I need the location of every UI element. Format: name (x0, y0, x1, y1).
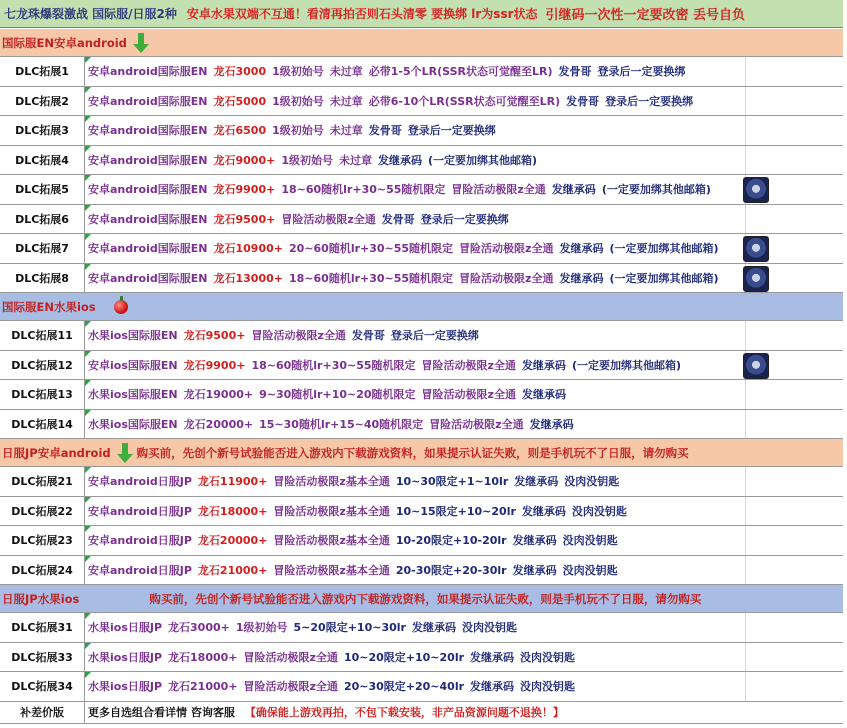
row-label: DLC拓展21 (0, 467, 85, 496)
row-text-segment: 冒险活动极限z全通 (421, 358, 516, 372)
row-text-segment: 龙石9000+ (213, 153, 276, 167)
section-header (0, 29, 843, 57)
row-text-segment: 冒险活动极限z基本全通 (273, 504, 390, 518)
row-text-segment: (一定要加绑其他邮箱) (609, 271, 719, 285)
grid-line (745, 116, 746, 145)
row-text-segment: 水果ios日服JP (88, 650, 163, 664)
row-text-segment: 没肉没钥匙 (571, 504, 627, 518)
row-text-segment: 18~60随机lr+30~55随机限定 (288, 271, 454, 285)
table-row[interactable] (0, 556, 843, 586)
row-description (85, 205, 843, 234)
row-text-segment: 龙石9900+ (213, 183, 276, 197)
cell-comment-marker (85, 57, 91, 63)
cell-comment-marker (85, 234, 91, 240)
table-row[interactable] (0, 57, 843, 87)
row-text-segment: 必带6-10个LR(SSR状态可觉醒至LR) (368, 94, 561, 108)
table-row[interactable] (0, 380, 843, 410)
footer-description (85, 702, 843, 723)
row-text-segment: 安卓ios国际服EN (88, 358, 178, 372)
row-description (85, 613, 843, 642)
row-text-segment: 冒险活动极限z基本全通 (273, 563, 390, 577)
row-text-segment: 发继承码 (512, 563, 557, 577)
row-text-segment: 冒险活动极限z全通 (281, 212, 376, 226)
row-text-segment: 9~30随机lr+10~20随机限定 (259, 388, 416, 402)
row-description (85, 672, 843, 701)
row-label: DLC拓展14 (0, 410, 85, 439)
row-text-segment: 龙石6500 (213, 124, 267, 138)
row-text-segment: 发继承码 (521, 388, 566, 402)
row-text-segment: 安卓android日服JP (88, 534, 192, 548)
section-title: 国际服EN水果ios (2, 299, 96, 314)
row-text-segment: 冒险活动极限z全通 (251, 329, 346, 343)
row-label: DLC拓展7 (0, 234, 85, 263)
row-text-segment: 发继承码 (521, 358, 566, 372)
row-text-segment: 15~30随机lr+15~40随机限定 (259, 417, 424, 431)
row-text-segment: 水果ios国际服EN (88, 329, 178, 343)
cell-comment-marker (85, 116, 91, 122)
row-text-segment: 发骨哥 (558, 65, 592, 79)
footer-warning: 【确保能上游戏再拍，不包下载安装，非产品资源问题不退换！】 (244, 706, 564, 719)
section-title: 国际服EN安卓android (2, 35, 127, 50)
grid-line (745, 146, 746, 175)
row-text-segment: 登录后一定要换绑 (597, 65, 686, 79)
row-label: DLC拓展24 (0, 556, 85, 585)
row-description (85, 526, 843, 555)
character-avatar-icon (743, 236, 769, 262)
row-description (85, 57, 843, 86)
row-text-segment: 未过章 (329, 94, 363, 108)
grid-line (745, 613, 746, 642)
row-description (85, 175, 843, 204)
apple-icon (114, 300, 128, 314)
cell-comment-marker (85, 643, 91, 649)
character-avatar-icon (743, 353, 769, 379)
row-text-segment: 登录后一定要换绑 (420, 212, 509, 226)
section-header (0, 585, 843, 613)
section-note: 购买前，先创个新号试验能否进入游戏内下载游戏资料，如果提示认证失败，则是手机玩不了日服，请勿购买 (149, 591, 702, 606)
row-text-segment: 5~20限定+10~30lr (293, 621, 406, 635)
row-text-segment: 冒险活动极限z全通 (451, 183, 546, 197)
section-header (0, 293, 843, 321)
footer-label: 补差价版 (0, 702, 85, 723)
cell-comment-marker (85, 672, 91, 678)
row-label: DLC拓展3 (0, 116, 85, 145)
title-part1: 七龙珠爆裂激战 国际服/日服2种 (4, 7, 177, 21)
row-text-segment: 登录后一定要换绑 (390, 329, 479, 343)
row-text-segment: 1级初始号 (235, 621, 288, 635)
row-text-segment: 龙石9500+ (183, 329, 246, 343)
grid-line (745, 526, 746, 555)
table-row[interactable] (0, 234, 843, 264)
table-row[interactable] (0, 321, 843, 351)
cell-comment-marker (85, 205, 91, 211)
cell-comment-marker (85, 175, 91, 181)
row-text-segment: 发骨哥 (351, 329, 385, 343)
row-text-segment: 安卓android国际服EN (88, 242, 208, 256)
row-text-segment: 安卓android国际服EN (88, 94, 208, 108)
row-text-segment: 发继承码 (521, 504, 566, 518)
row-label: DLC拓展22 (0, 497, 85, 526)
row-text-segment: (一定要加绑其他邮箱) (571, 358, 681, 372)
row-text-segment: 龙石19000+ (183, 388, 254, 402)
row-text-segment: 冒险活动极限z全通 (243, 680, 338, 694)
row-description (85, 234, 843, 263)
row-label: DLC拓展2 (0, 87, 85, 116)
row-text-segment: 发继承码 (470, 650, 515, 664)
row-text-segment: 1级初始号 (272, 124, 324, 138)
row-text-segment: 10-20限定+10-20lr (395, 534, 507, 548)
row-description (85, 116, 843, 145)
row-text-segment: 没肉没钥匙 (562, 534, 618, 548)
table-row[interactable] (0, 146, 843, 176)
footer-text: 更多自选组合看详情 咨询客服 (88, 706, 235, 719)
row-text-segment: 安卓android国际服EN (88, 271, 208, 285)
row-text-segment: 冒险活动极限z基本全通 (273, 475, 390, 489)
row-description (85, 380, 843, 409)
grid-line (745, 497, 746, 526)
table-row[interactable] (0, 467, 843, 497)
row-text-segment: (一定要加绑其他邮箱) (427, 153, 538, 167)
row-text-segment: 冒险活动极限z全通 (459, 271, 554, 285)
row-label: DLC拓展6 (0, 205, 85, 234)
row-text-segment: 必带1-5个LR(SSR状态可觉醒至LR) (368, 65, 553, 79)
grid-line (745, 57, 746, 86)
row-text-segment: 未过章 (338, 153, 372, 167)
row-text-segment: 安卓android国际服EN (88, 212, 208, 226)
row-text-segment: 龙石18000+ (168, 650, 238, 664)
row-text-segment: 安卓android日服JP (88, 563, 192, 577)
table-row[interactable] (0, 175, 843, 205)
table-row[interactable] (0, 264, 843, 294)
row-text-segment: 1级初始号 (272, 65, 324, 79)
table-row[interactable] (0, 87, 843, 117)
row-text-segment: 冒险活动极限z基本全通 (273, 534, 390, 548)
row-label: DLC拓展33 (0, 643, 85, 672)
grid-line (745, 380, 746, 409)
row-text-segment: 发继承码 (377, 153, 422, 167)
row-text-segment: (一定要加绑其他邮箱) (601, 183, 711, 197)
row-label: DLC拓展4 (0, 146, 85, 175)
row-description (85, 467, 843, 496)
row-text-segment: 没肉没钥匙 (520, 650, 576, 664)
green-down-arrow-icon (133, 33, 149, 53)
table-row[interactable] (0, 351, 843, 381)
row-label: DLC拓展11 (0, 321, 85, 350)
row-text-segment: 安卓android国际服EN (88, 65, 208, 79)
cell-comment-marker (85, 380, 91, 386)
row-text-segment: 发继承码 (512, 534, 557, 548)
row-text-segment: 冒险活动极限z全通 (243, 650, 338, 664)
title-part3: 引继码一次性一定要改密 丢号自负 (545, 8, 746, 23)
row-text-segment: 发继承码 (559, 271, 604, 285)
row-text-segment: 10~30限定+1~10lr (395, 475, 509, 489)
row-text-segment: 发继承码 (559, 242, 604, 256)
table-row[interactable] (0, 672, 843, 702)
row-text-segment: 没肉没钥匙 (520, 680, 576, 694)
row-text-segment: 龙石21000+ (168, 680, 238, 694)
cell-comment-marker (85, 556, 91, 562)
cell-comment-marker (85, 321, 91, 327)
row-text-segment: 18~60随机lr+30~55随机限定 (281, 183, 446, 197)
row-text-segment: 没肉没钥匙 (562, 563, 618, 577)
row-text-segment: 登录后一定要换绑 (605, 94, 694, 108)
title-part2: 安卓水果双端不互通！看清再拍否则石头清零 要换绑 lr为ssr状态 (186, 7, 538, 21)
table-row[interactable] (0, 116, 843, 146)
character-avatar-icon (743, 266, 769, 292)
row-text-segment: 没肉没钥匙 (461, 621, 517, 635)
row-text-segment: 20~30限定+20~40lr (343, 680, 465, 694)
row-description (85, 556, 843, 585)
cell-comment-marker (85, 467, 91, 473)
cell-comment-marker (85, 351, 91, 357)
row-text-segment: 发继承码 (551, 183, 596, 197)
table-row[interactable] (0, 410, 843, 440)
row-text-segment: 水果ios日服JP (88, 621, 163, 635)
row-description (85, 351, 843, 380)
row-label: DLC拓展12 (0, 351, 85, 380)
section-title: 日服JP水果ios (2, 591, 80, 606)
row-text-segment: 龙石21000+ (197, 563, 268, 577)
grid-line (745, 410, 746, 439)
row-text-segment: 安卓android国际服EN (88, 124, 208, 138)
table-row[interactable] (0, 613, 843, 643)
section-note: 购买前，先创个新号试验能否进入游戏内下载游戏资料，如果提示认证失败，则是手机玩不了日服，请勿购买 (136, 445, 689, 460)
row-label: DLC拓展13 (0, 380, 85, 409)
grid-line (745, 321, 746, 350)
grid-line (745, 205, 746, 234)
row-description (85, 146, 843, 175)
row-text-segment: 发继承码 (514, 475, 559, 489)
row-text-segment: 龙石9900+ (183, 358, 246, 372)
row-text-segment: 未过章 (329, 124, 363, 138)
row-text-segment: 水果ios国际服EN (88, 417, 178, 431)
cell-comment-marker (85, 497, 91, 503)
section-header (0, 439, 843, 467)
row-text-segment: 发继承码 (470, 680, 515, 694)
row-text-segment: 安卓android日服JP (88, 504, 192, 518)
footer-row (0, 702, 843, 724)
row-text-segment: 10~15限定+10~20lr (395, 504, 516, 518)
row-text-segment: 20~60随机lr+30~55随机限定 (288, 242, 454, 256)
row-text-segment: 20-30限定+20-30lr (395, 563, 507, 577)
row-text-segment: 龙石9500+ (213, 212, 276, 226)
row-text-segment: 没肉没钥匙 (564, 475, 620, 489)
cell-comment-marker (85, 526, 91, 532)
cell-comment-marker (85, 87, 91, 93)
row-description (85, 87, 843, 116)
row-text-segment: 水果ios国际服EN (88, 388, 178, 402)
row-text-segment: 发继承码 (529, 417, 574, 431)
row-text-segment: 冒险活动极限z全通 (429, 417, 524, 431)
row-description (85, 264, 843, 293)
row-label: DLC拓展1 (0, 57, 85, 86)
row-label: DLC拓展5 (0, 175, 85, 204)
row-text-segment: 发骨哥 (368, 124, 402, 138)
row-label: DLC拓展8 (0, 264, 85, 293)
grid-line (745, 87, 746, 116)
row-description (85, 497, 843, 526)
row-text-segment: 龙石20000+ (197, 534, 268, 548)
row-label: DLC拓展23 (0, 526, 85, 555)
row-text-segment: 龙石3000+ (168, 621, 230, 635)
row-description (85, 321, 843, 350)
row-text-segment: 龙石11900+ (197, 475, 268, 489)
row-text-segment: (一定要加绑其他邮箱) (609, 242, 719, 256)
cell-comment-marker (85, 410, 91, 416)
grid-line (745, 556, 746, 585)
green-down-arrow-icon (117, 443, 133, 463)
row-text-segment: 10~20限定+10~20lr (343, 650, 465, 664)
row-text-segment: 1级初始号 (281, 153, 333, 167)
row-text-segment: 冒险活动极限z全通 (421, 388, 516, 402)
row-text-segment: 龙石5000 (213, 94, 267, 108)
section-title: 日服JP安卓android (2, 445, 111, 460)
row-text-segment: 1级初始号 (272, 94, 324, 108)
character-avatar-icon (743, 177, 769, 203)
row-text-segment: 水果ios日服JP (88, 680, 163, 694)
table-row[interactable] (0, 526, 843, 556)
row-text-segment: 龙石20000+ (183, 417, 254, 431)
row-text-segment: 安卓android日服JP (88, 475, 192, 489)
row-description (85, 643, 843, 672)
row-label: DLC拓展31 (0, 613, 85, 642)
row-description (85, 410, 843, 439)
sheet-title (0, 0, 843, 28)
grid-line (745, 643, 746, 672)
row-text-segment: 安卓android国际服EN (88, 183, 208, 197)
table-row[interactable] (0, 643, 843, 673)
row-text-segment: 冒险活动极限z全通 (459, 242, 554, 256)
row-text-segment: 发骨哥 (381, 212, 415, 226)
row-text-segment: 龙石18000+ (197, 504, 268, 518)
row-text-segment: 发骨哥 (566, 94, 600, 108)
grid-line (745, 467, 746, 496)
row-text-segment: 未过章 (329, 65, 363, 79)
cell-comment-marker (85, 264, 91, 270)
row-text-segment: 登录后一定要换绑 (407, 124, 496, 138)
row-text-segment: 龙石10900+ (213, 242, 283, 256)
cell-comment-marker (85, 613, 91, 619)
row-text-segment: 龙石13000+ (213, 271, 283, 285)
row-label: DLC拓展34 (0, 672, 85, 701)
row-text-segment: 安卓android国际服EN (88, 153, 208, 167)
row-text-segment: 龙石3000 (213, 65, 267, 79)
cell-comment-marker (85, 146, 91, 152)
grid-line (745, 672, 746, 701)
row-text-segment: 18~60随机lr+30~55随机限定 (251, 358, 416, 372)
table-row[interactable] (0, 205, 843, 235)
table-row[interactable] (0, 497, 843, 527)
row-text-segment: 发继承码 (411, 621, 456, 635)
